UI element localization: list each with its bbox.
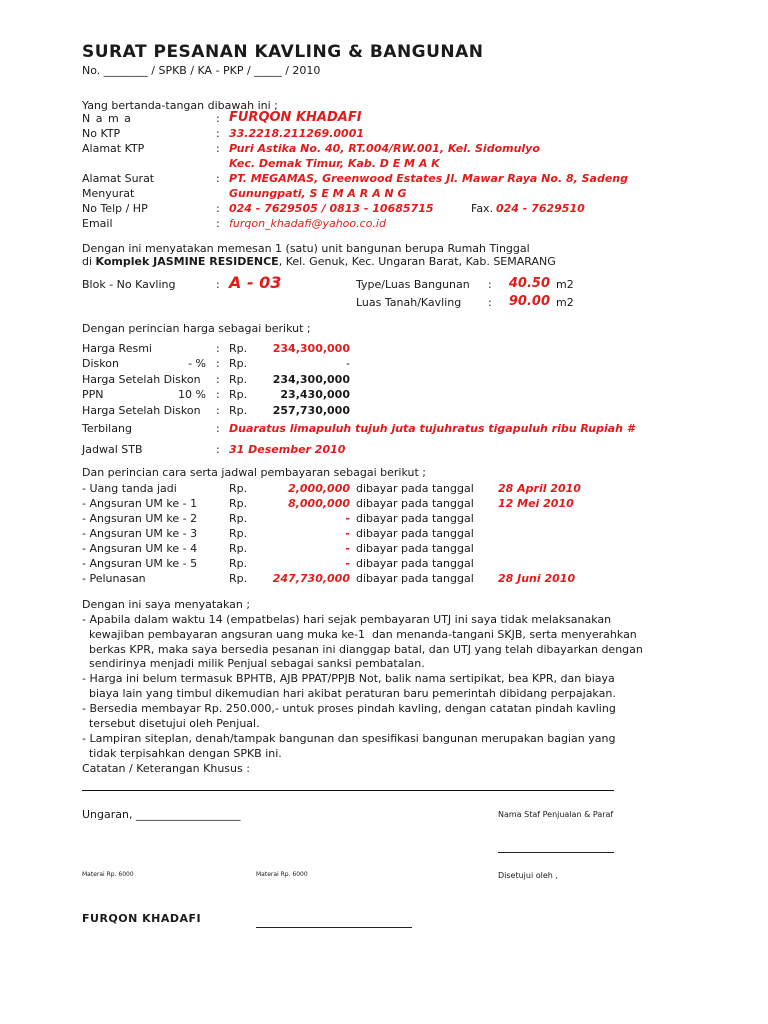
payment-currency: Rp. <box>229 542 248 555</box>
statement-pre: di <box>82 255 96 268</box>
payment-label: - Angsuran UM ke - 3 <box>82 527 198 540</box>
ktp-value: 33.2218.211269.0001 <box>229 127 364 140</box>
declaration-intro: Dengan ini saya menyatakan ; <box>82 598 251 611</box>
price-currency: Rp. <box>229 342 248 355</box>
statement-post: , Kel. Genuk, Kec. Ungaran Barat, Kab. SEMARANG <box>278 255 556 268</box>
declaration-line: - Lampiran siteplan, denah/tampak bangunan dan spesifikasi bangunan merupakan bagian yang <box>82 732 616 745</box>
document-title: SURAT PESANAN KAVLING & BANGUNAN <box>82 42 484 62</box>
price-currency: Rp. <box>229 357 248 370</box>
price-currency: Rp. <box>229 404 248 417</box>
signer-name: FURQON KHADAFI <box>82 912 202 925</box>
jadwal-value: 31 Desember 2010 <box>229 443 346 456</box>
jadwal-label: Jadwal STB <box>82 443 143 456</box>
colon: : <box>216 142 220 155</box>
declaration-line: biaya lain yang timbul dikemudian hari akibat peraturan baru pemerintah dibidang perpajakan. <box>82 687 616 700</box>
payment-value: 8,000,000 <box>288 497 350 510</box>
declaration-line: kewajiban pembayaran angsuran uang muka ke-1 dan menanda-tangani SKJB, serta menyerahkan <box>82 628 637 641</box>
address-mail-value: PT. MEGAMAS, Greenwood Estates Jl. Mawar Raya No. 8, Sadeng <box>229 172 628 185</box>
payment-label: - Angsuran UM ke - 1 <box>82 497 198 510</box>
statement-line-2 <box>82 255 556 269</box>
statement-project: Komplek JASMINE RESIDENCE <box>95 255 279 268</box>
colon: : <box>216 112 220 125</box>
payment-value: 247,730,000 <box>272 572 350 585</box>
colon: : <box>216 443 220 456</box>
address-mail-label: Alamat Surat <box>82 172 155 185</box>
email-value: furqon_khadafi@yahoo.co.id <box>229 217 386 230</box>
declaration-line: - Bersedia membayar Rp. 250.000,- untuk proses pindah kavling, dengan catatan pindah kavling <box>82 702 616 715</box>
declaration-line: tidak terpisahkan dengan SPKB ini. <box>82 747 282 760</box>
payment-value: - <box>345 527 350 540</box>
declaration-line: sendirinya menjadi milik Penjual sebagai sanksi pembatalan. <box>82 657 425 670</box>
payment-intro: Dan perincian cara serta jadwal pembayaran sebagai berikut ; <box>82 466 426 479</box>
fax-value: 024 - 7629510 <box>496 202 585 215</box>
payment-currency: Rp. <box>229 482 248 495</box>
name-label: N a m a <box>82 112 132 125</box>
price-value: 23,430,000 <box>280 388 350 401</box>
payment-note: dibayar pada tanggal <box>356 527 474 540</box>
type-label: Type/Luas Bangunan <box>356 278 470 291</box>
phone-value: 024 - 7629505 / 0813 - 10685715 <box>229 202 434 215</box>
colon: : <box>216 202 220 215</box>
address-ktp-label: Alamat KTP <box>82 142 145 155</box>
price-value: 234,300,000 <box>272 342 350 355</box>
declaration-line: berkas KPR, maka saya bersedia pesanan ini dianggap batal, dan UTJ yang telah dibayarkan dengan <box>82 643 643 656</box>
payment-note: dibayar pada tanggal <box>356 542 474 555</box>
colon: : <box>216 422 220 435</box>
terbilang-label: Terbilang <box>82 422 132 435</box>
colon: : <box>216 357 220 370</box>
payment-value: 2,000,000 <box>288 482 350 495</box>
signature-line <box>256 927 412 928</box>
payment-currency: Rp. <box>229 572 248 585</box>
price-percent: 10 % <box>178 388 206 401</box>
divider-line <box>82 790 614 791</box>
price-label: PPN <box>82 388 104 401</box>
payment-label: - Angsuran UM ke - 4 <box>82 542 198 555</box>
price-currency: Rp. <box>229 388 248 401</box>
document-number: No. ________ / SPKB / KA - PKP / _____ / 2010 <box>82 64 321 77</box>
blok-label: Blok - No Kavling <box>82 278 176 291</box>
signature-place: Ungaran, ___________________ <box>82 808 241 821</box>
statement-line-1: Dengan ini menyatakan memesan 1 (satu) unit bangunan berupa Rumah Tinggal <box>82 242 530 255</box>
email-label: Email <box>82 217 113 230</box>
payment-note: dibayar pada tanggal <box>356 482 474 495</box>
materai-2: Materai Rp. 6000 <box>256 871 308 878</box>
payment-date: 12 Mei 2010 <box>498 497 574 510</box>
type-unit: m2 <box>556 278 574 291</box>
price-label: Harga Setelah Diskon <box>82 373 201 386</box>
price-value: 234,300,000 <box>272 373 350 386</box>
phone-label: No Telp / HP <box>82 202 148 215</box>
staff-signature-line <box>498 852 614 853</box>
price-value: 257,730,000 <box>272 404 350 417</box>
price-percent: - % <box>188 357 206 370</box>
declaration-line: - Apabila dalam waktu 14 (empatbelas) hari sejak pembayaran UTJ ini saya tidak melaksanakan <box>82 613 612 626</box>
payment-note: dibayar pada tanggal <box>356 512 474 525</box>
address-ktp-value: Puri Astika No. 40, RT.004/RW.001, Kel. Sidomulyo <box>229 142 540 155</box>
price-label: Harga Setelah Diskon <box>82 404 201 417</box>
price-intro: Dengan perincian harga sebagai berikut ; <box>82 322 311 335</box>
payment-note: dibayar pada tanggal <box>356 497 474 510</box>
payment-date: 28 Juni 2010 <box>498 572 576 585</box>
payment-value: - <box>345 542 350 555</box>
payment-label: - Angsuran UM ke - 5 <box>82 557 198 570</box>
fax-label: Fax. <box>471 202 494 215</box>
payment-date: 28 April 2010 <box>498 482 581 495</box>
catatan-label: Catatan / Keterangan Khusus : <box>82 762 250 775</box>
staff-label: Nama Staf Penjualan & Paraf <box>498 810 614 819</box>
price-currency: Rp. <box>229 373 248 386</box>
colon: : <box>216 342 220 355</box>
payment-currency: Rp. <box>229 512 248 525</box>
tanah-value: 90.00 <box>508 294 550 309</box>
payment-note: dibayar pada tanggal <box>356 572 474 585</box>
payment-label: - Uang tanda jadi <box>82 482 177 495</box>
ktp-label: No KTP <box>82 127 121 140</box>
colon: : <box>216 373 220 386</box>
price-label: Harga Resmi <box>82 342 152 355</box>
blok-value: A - 03 <box>229 273 282 292</box>
address-mail-label-2: Menyurat <box>82 187 135 200</box>
address-ktp-value-2: Kec. Demak Timur, Kab. D E M A K <box>229 157 440 170</box>
payment-currency: Rp. <box>229 527 248 540</box>
tanah-label: Luas Tanah/Kavling <box>356 296 462 309</box>
approved-label: Disetujui oleh , <box>498 871 558 880</box>
type-value: 40.50 <box>508 276 550 291</box>
colon: : <box>216 278 220 291</box>
tanah-unit: m2 <box>556 296 574 309</box>
payment-currency: Rp. <box>229 557 248 570</box>
colon: : <box>216 172 220 185</box>
payment-note: dibayar pada tanggal <box>356 557 474 570</box>
intro-text: Yang bertanda-tangan dibawah ini ; <box>82 99 278 112</box>
address-mail-value-2: Gunungpati, S E M A R A N G <box>229 187 407 200</box>
price-label: Diskon <box>82 357 119 370</box>
colon: : <box>216 127 220 140</box>
colon: : <box>216 404 220 417</box>
declaration-line: tersebut disetujui oleh Penjual. <box>82 717 260 730</box>
price-value: - <box>346 357 350 370</box>
colon: : <box>216 388 220 401</box>
payment-label: - Pelunasan <box>82 572 146 585</box>
payment-label: - Angsuran UM ke - 2 <box>82 512 198 525</box>
name-value: FURQON KHADAFI <box>229 110 362 125</box>
declaration-line: - Harga ini belum termasuk BPHTB, AJB PPAT/PPJB Not, balik nama sertipikat, bea KPR, dan biaya <box>82 672 615 685</box>
colon: : <box>488 296 492 309</box>
materai-1: Materai Rp. 6000 <box>82 871 134 878</box>
terbilang-value: Duaratus limapuluh tujuh juta tujuhratus tigapuluh ribu Rupiah # <box>229 422 635 435</box>
colon: : <box>488 278 492 291</box>
payment-value: - <box>345 557 350 570</box>
payment-currency: Rp. <box>229 497 248 510</box>
payment-value: - <box>345 512 350 525</box>
colon: : <box>216 217 220 230</box>
